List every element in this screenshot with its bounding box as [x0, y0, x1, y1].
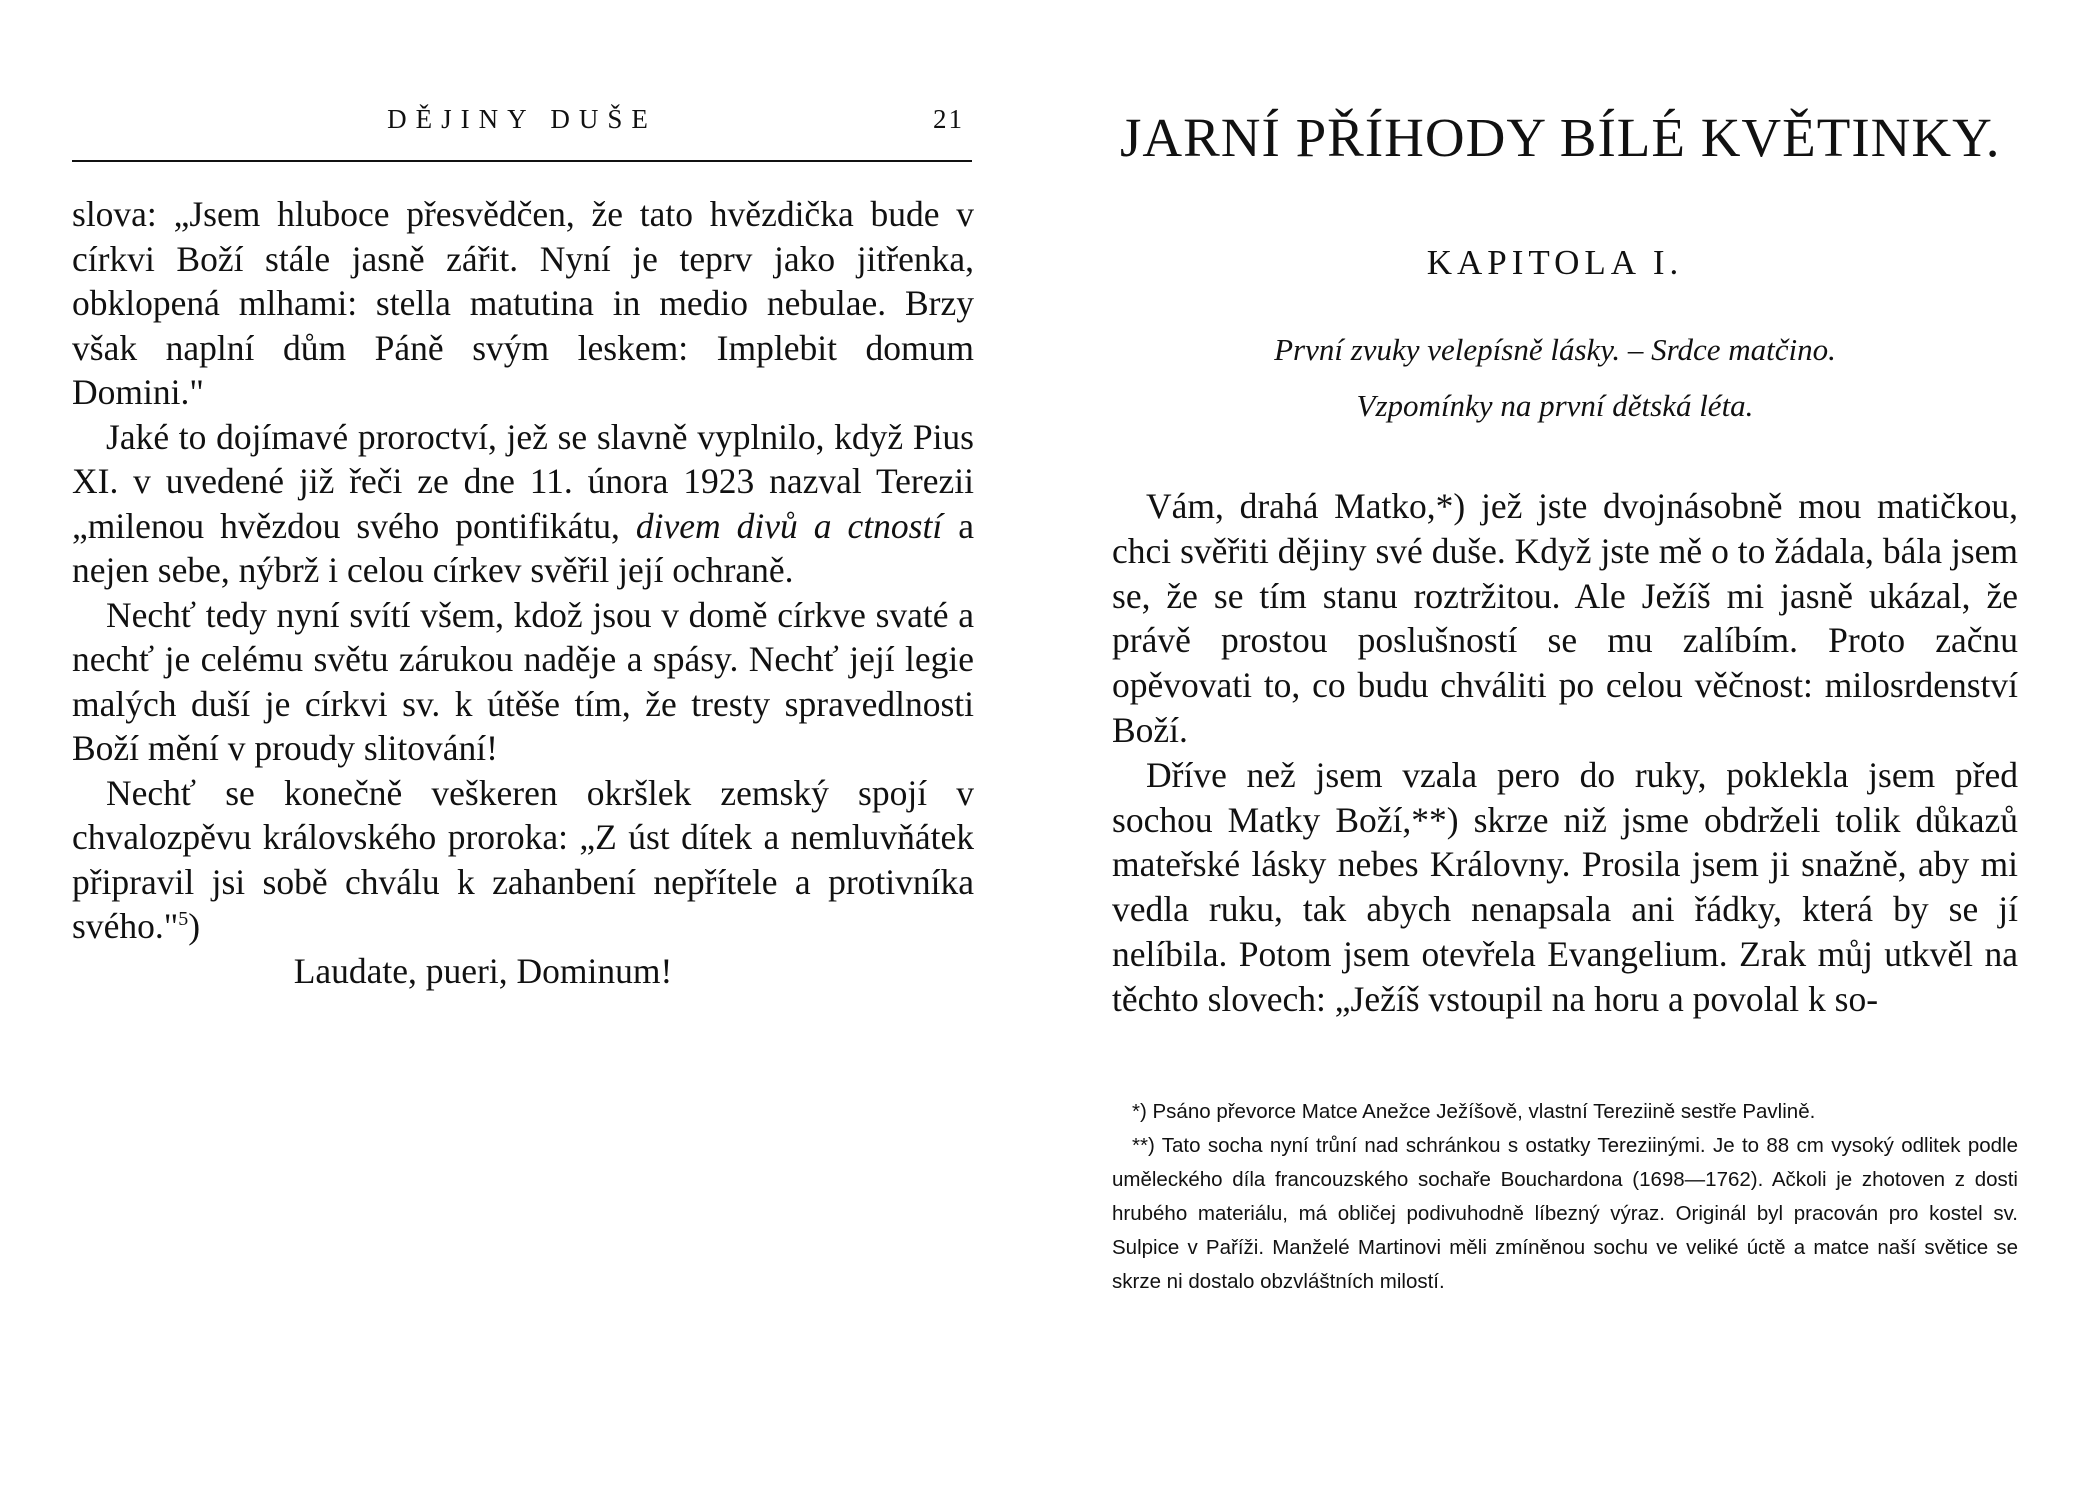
running-head: [72, 104, 972, 162]
footnote-reference: 5: [178, 908, 189, 931]
prophecy-text: Jaké to dojímavé proroctví, jež se slavně vyplnilo, když Pius XI. v uvedené již řeči ze dne 11. února 1923 nazval Terezii „milenou hvězdou svého pontifikátu,: [72, 416, 974, 546]
footnote-paren: ): [188, 906, 201, 946]
paragraph-prophecy: [72, 415, 974, 593]
chapter-number: KAPITOLA I.: [1426, 243, 1684, 282]
psalm-text: Nechť se konečně veškeren okršlek zemský spojí v chvalozpěvu královského proroka: „Z úst dítek a nemluvňátek připravil jsi sobě chválu k zahanbení nepřítele a protivníka svého.": [72, 772, 974, 946]
left-page-body: [72, 192, 974, 993]
right-page-body: [1112, 484, 2018, 1022]
paragraph: slova: „Jsem hluboce přesvědčen, že tato hvězdička bude v církvi Boží stále jasně zářit. Nyní je teprv jako jitřenka, obklopená mlhami: stella matutina in medio nebulae. Brzy však naplní dům Páně svým leskem: Implebit domum Domini.": [72, 194, 974, 412]
paragraph: Dříve než jsem vzala pero do ruky, poklekla jsem před sochou Matky Boží,**) skrze niž jsme obdrželi tolik důkazů mateřské lásky nebes Královny. Prosila jsem ji snažně, aby mi vedla ruku, tak abych nenapsala ani řádky, která by se jí nelíbila. Potom jsem otevřela Evangelium. Zrak můj utkvěl na těchto slovech: „Ježíš vstoupil na horu a povolal k so-: [1112, 754, 2018, 1019]
subtitle-line: Vzpomínky na první dětská léta.: [1356, 388, 1754, 423]
paragraph: Nechť tedy nyní svítí všem, kdož jsou v domě církve svaté a nechť je celému světu zárukou naděje a spásy. Nechť její legie malých duší je církvi sv. k útěše tím, že tresty spravedlnosti Boží mění v proudy slitování!: [72, 594, 974, 768]
footnote: **) Tato socha nyní trůní nad schránkou s ostatky Tereziinými. Je to 88 cm vysoký odlitek podle uměleckého díla francouzského sochaře Bouchardona (1698—1762). Ačkoli je zhotoven z dosti hrubého materiálu, má obličej podivuhodně líbezný výraz. Originál byl pracován pro kostel sv. Sulpice v Paříži. Manželé Martinovi měli zmíněnou sochu ve veliké úctě a matce naší světice se skrze ni dostalo obzvláštních milostí.: [1112, 1134, 2018, 1293]
footnotes: [1112, 1095, 2018, 1299]
subtitle-line: První zvuky velepísně lásky. – Srdce matčino.: [1274, 332, 1836, 367]
chapter-subtitle: [1090, 322, 2020, 434]
paragraph: Vám, drahá Matko,*) jež jste dvojnásobně mou matičkou, chci svěřiti dějiny své duše. Když jste mě o to žádala, bála jsem se, že se tím stanu roztržitou. Ale Ježíš mi jasně ukázal, že právě prostou poslušností se mu zalíbím. Proto začnu opěvovati to, co budu chváliti po celou věčnost: milosrdenství Boží.: [1112, 486, 2018, 750]
chapter-title: JARNÍ PŘÍHODY BÍLÉ KVĚTINKY.: [1120, 107, 2001, 168]
prophecy-text-end: a nejen sebe, nýbrž i celou církev svěřil její ochraně.: [72, 505, 975, 590]
page-number: 21: [933, 104, 964, 134]
prophecy-italic: divem divů a ctností: [635, 505, 943, 546]
closing-line: Laudate, pueri, Dominum!: [293, 950, 673, 991]
running-title: DĚJINY DUŠE: [387, 104, 657, 134]
footnote: *) Psáno převorce Matce Anežce Ježíšově, vlastní Tereziině sestře Pavlině.: [1132, 1100, 1816, 1123]
paragraph-psalm: [72, 771, 974, 949]
